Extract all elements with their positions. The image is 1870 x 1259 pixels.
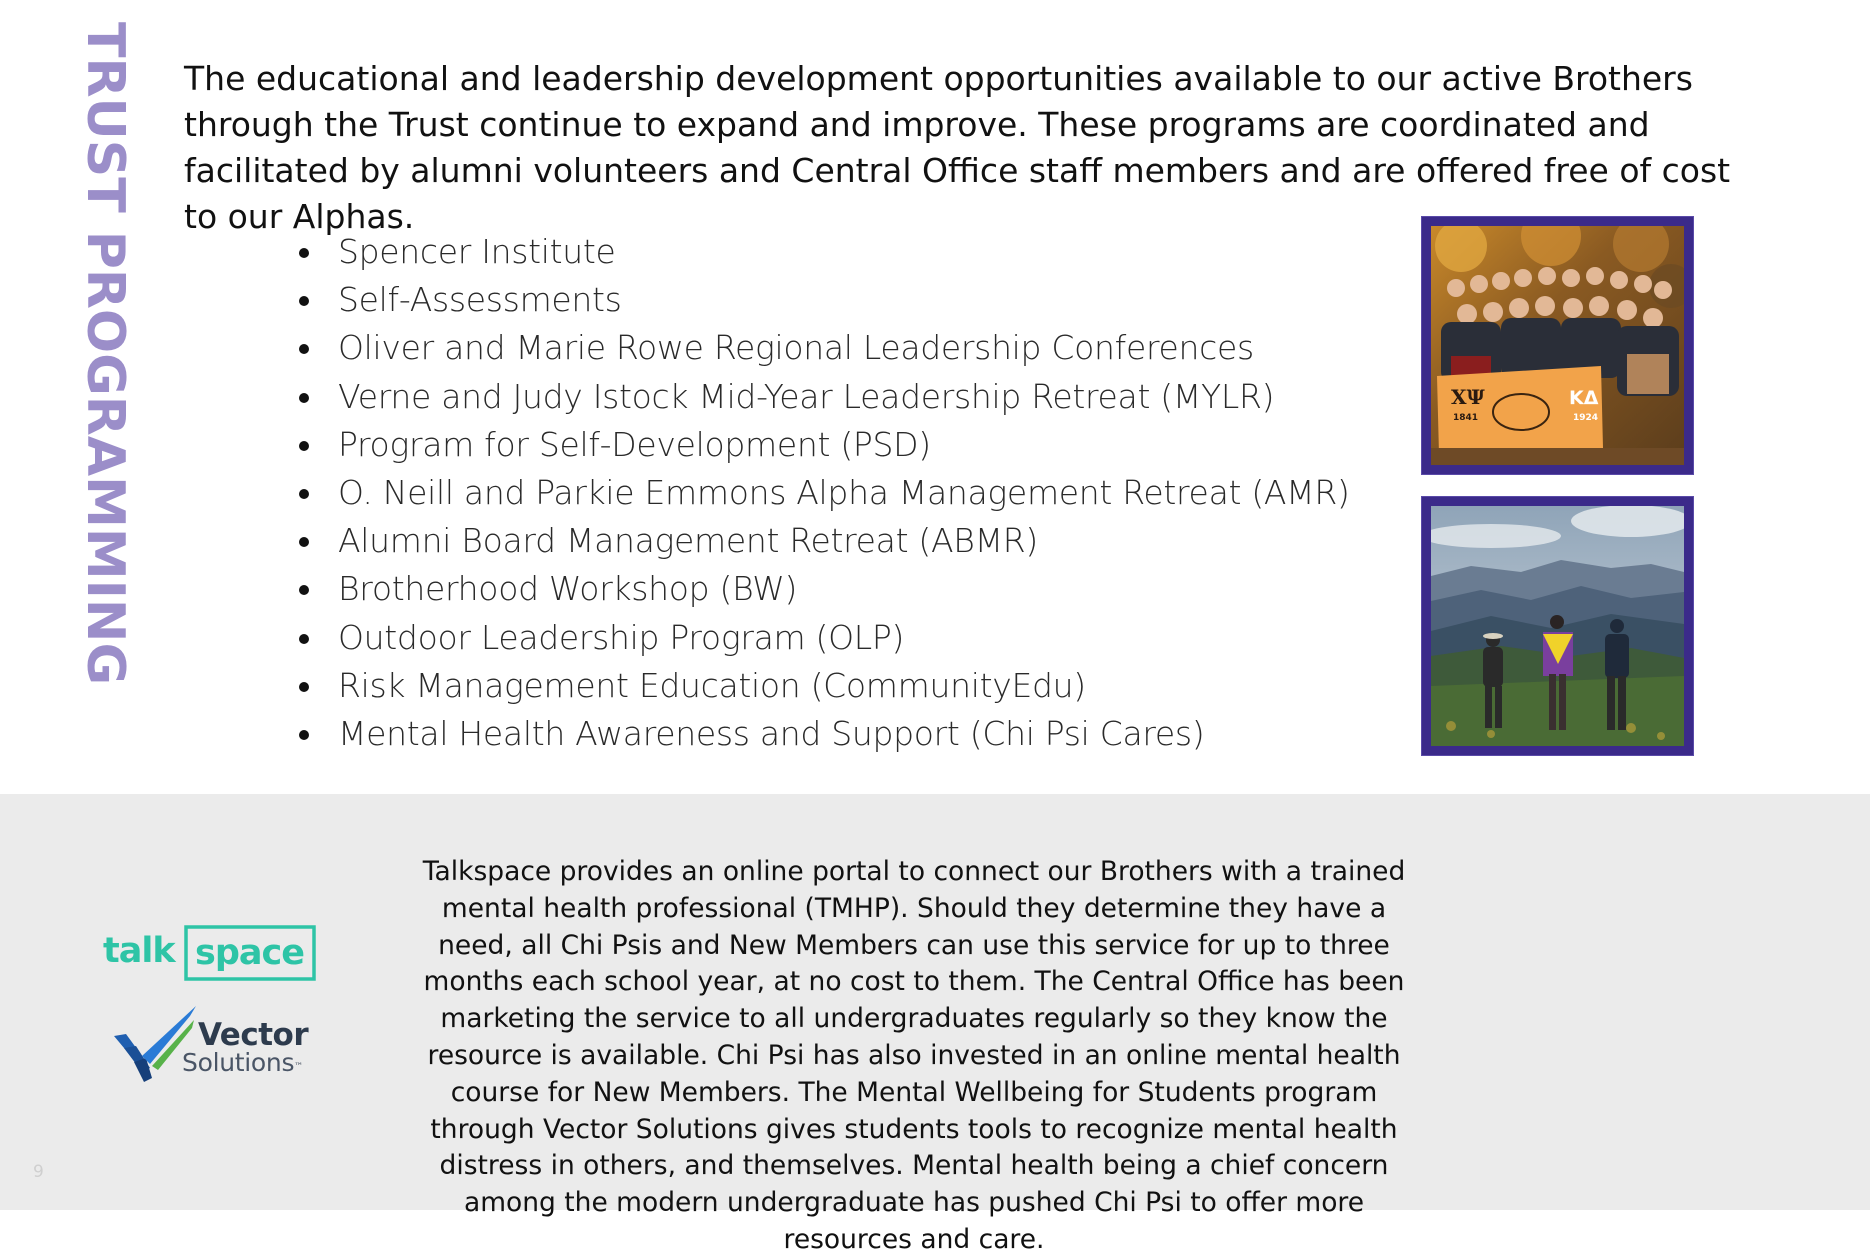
- svg-text:1924: 1924: [1573, 413, 1599, 423]
- talkspace-logo: [103, 924, 317, 982]
- list-item: Brotherhood Workshop (BW): [290, 565, 1350, 613]
- intro-paragraph: The educational and leadership development opportunities available to our active Brothers through the Trust continue to expand and improve. These programs are coordinated and facilitated by alumni volunteers and Central Office staff members and are offered free of cost to our Alphas.: [184, 59, 1731, 236]
- list-item: Spencer Institute: [290, 228, 1350, 276]
- list-item: Alumni Board Management Retreat (ABMR): [290, 517, 1350, 565]
- group-photo: [1422, 217, 1693, 474]
- vector-name: Vector: [198, 1017, 309, 1053]
- list-item: Oliver and Marie Rowe Regional Leadership Conferences: [290, 324, 1350, 372]
- list-item: Outdoor Leadership Program (OLP): [290, 614, 1350, 662]
- list-item: Verne and Judy Istock Mid-Year Leadership Retreat (MYLR): [290, 373, 1350, 421]
- svg-text:space: space: [195, 933, 304, 973]
- talkspace-paragraph: Talkspace provides an online portal to connect our Brothers with a trained mental health professional (TMHP). Should they determine they have a need, all Chi Psis and New Members can use this service for up to three months each school year, at no cost to them. The Central Office has been marketing the service to all undergraduates regularly so they know the resource is available. Chi Psi has also invested in an online mental health course for New Members. The Mental Wellbeing for Students program through Vector Solutions gives students tools to recognize mental health distress in others, and themselves. Mental health being a chief concern among the modern undergraduate has pushed Chi Psi to offer more resources and care.: [422, 856, 1406, 1255]
- svg-text:1841: 1841: [1453, 413, 1479, 423]
- svg-text:talk: talk: [103, 931, 175, 971]
- list-item: Mental Health Awareness and Support (Chi Psi Cares): [290, 710, 1350, 758]
- list-item: O. Neill and Parkie Emmons Alpha Management Retreat (AMR): [290, 469, 1350, 517]
- vector-solutions-logo: [112, 1004, 312, 1086]
- svg-text:ΧΨ: ΧΨ: [1451, 385, 1485, 409]
- mountain-photo-image: [1431, 506, 1684, 746]
- mountain-photo: [1422, 497, 1693, 755]
- group-photo-image: [1431, 226, 1684, 465]
- side-title: TRUST PROGRAMMING: [75, 22, 135, 686]
- list-item: Program for Self-Development (PSD): [290, 421, 1350, 469]
- svg-text:ΚΔ: ΚΔ: [1569, 387, 1599, 409]
- talkspace-section: [0, 794, 1870, 1255]
- list-item: Self-Assessments: [290, 276, 1350, 324]
- vector-sub: Solutions™: [182, 1048, 303, 1077]
- list-item: Risk Management Education (CommunityEdu): [290, 662, 1350, 710]
- page-number: 9: [33, 1162, 44, 1182]
- program-list: [290, 228, 1350, 758]
